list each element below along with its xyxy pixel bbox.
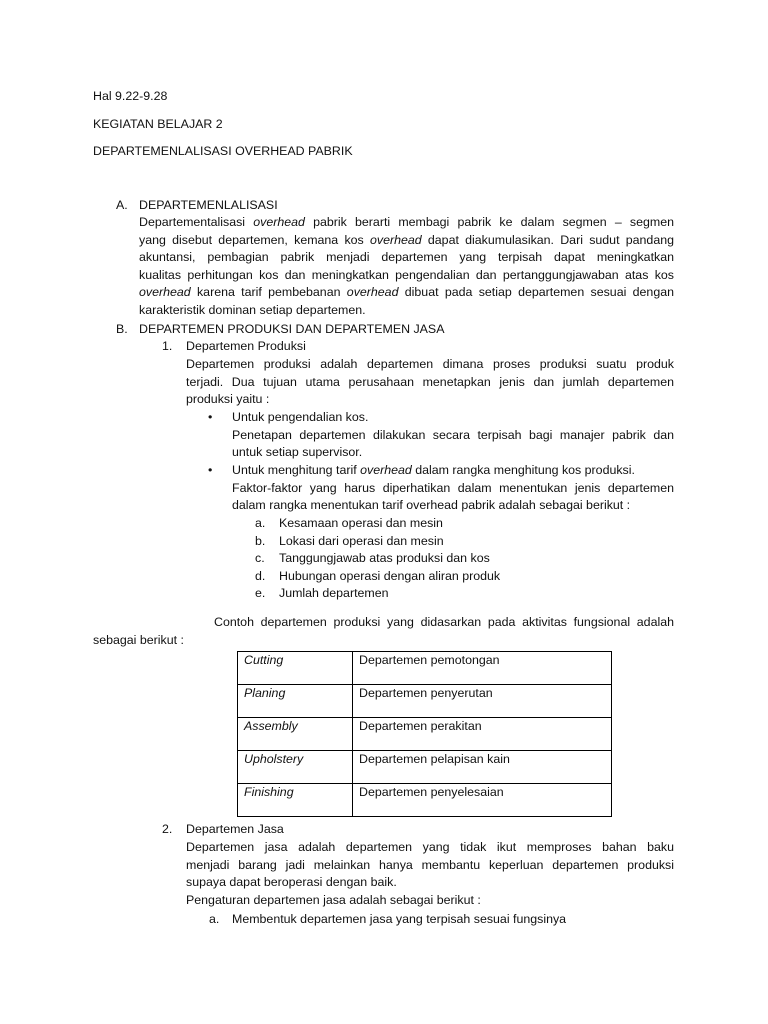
table-cell: Departemen perakitan <box>353 718 612 751</box>
list-item: Jumlah departemen <box>279 586 389 601</box>
list-item: Membentuk departemen jasa yang terpisah sesuai fungsinya <box>232 912 567 926</box>
table-cell: Departemen penyerutan <box>353 685 612 718</box>
section-b-heading: DEPARTEMEN PRODUKSI DAN DEPARTEMEN JASA <box>139 322 445 336</box>
table-cell: Finishing <box>238 784 353 817</box>
bullet-item-tarif-overhead: Untuk menghitung tarif overhead dalam rangka menghitung kos produksi. Faktor-faktor yang harus diperhatikan dalam menentukan jenis departemen dalam rangka menentukan tarif overhead pabrik adalah sebagai berikut : <box>232 463 674 513</box>
section-a-marker: A. <box>116 198 128 212</box>
subsection-1-marker: 1. <box>162 339 173 353</box>
subsection-2-heading: Departemen Jasa <box>186 822 284 836</box>
table-row <box>238 751 612 784</box>
bullet-marker: • <box>208 410 213 424</box>
table-row <box>238 685 612 718</box>
example-intro: Contoh departemen produksi yang didasarkan pada aktivitas fungsional adalah sebagai berikut : <box>93 615 674 647</box>
factor-list <box>279 515 500 603</box>
table-row <box>238 718 612 751</box>
document-title: DEPARTEMENLALISASI OVERHEAD PABRIK <box>93 144 353 158</box>
table-cell: Departemen penyelesaian <box>353 784 612 817</box>
department-table <box>237 651 612 817</box>
factor-markers: a. b. c. d. e. <box>255 516 266 601</box>
subsection-2-paragraph: Departemen jasa adalah departemen yang tidak ikut memproses bahan baku menjadi barang jadi melainkan hanya membantu keperluan departemen produksi supaya dapat beroperasi dengan baik. Pengaturan departemen jasa adalah sebagai berikut : <box>186 840 674 907</box>
subsection-1-paragraph: Departemen produksi adalah departemen dimana proses produksi suatu produk terjadi. Dua tujuan utama perusahaan menetapkan jenis dan jumlah departemen produksi yaitu : <box>186 357 674 407</box>
subsection-2-marker: 2. <box>162 822 173 836</box>
table-cell: Assembly <box>238 718 353 751</box>
table-cell: Upholstery <box>238 751 353 784</box>
list-item: Tanggungjawab atas produksi dan kos <box>279 551 490 566</box>
section-b-marker: B. <box>116 322 128 336</box>
table-row <box>238 784 612 817</box>
table-row <box>238 652 612 685</box>
bullet-item-pengendalian: Untuk pengendalian kos. Penetapan departemen dilakukan secara terpisah bagi manajer pabrik dan untuk setiap supervisor. <box>232 410 674 460</box>
list-item-marker: a. <box>209 912 220 926</box>
list-item: Lokasi dari operasi dan mesin <box>279 533 444 548</box>
table-cell: Planing <box>238 685 353 718</box>
table-cell: Cutting <box>238 652 353 685</box>
section-a-heading: DEPARTEMENLALISASI <box>139 198 278 212</box>
subsection-1-heading: Departemen Produksi <box>186 339 306 353</box>
table-cell: Departemen pelapisan kain <box>353 751 612 784</box>
list-item: Kesamaan operasi dan mesin <box>279 516 443 530</box>
list-item: Hubungan operasi dengan aliran produk <box>279 568 501 583</box>
page-reference: Hal 9.22-9.28 <box>93 89 168 103</box>
activity-title: KEGIATAN BELAJAR 2 <box>93 117 223 131</box>
bullet-marker: • <box>208 463 213 477</box>
table-cell: Departemen pemotongan <box>353 652 612 685</box>
section-a-paragraph: Departementalisasi overhead pabrik berarti membagi pabrik ke dalam segmen – segmen yang disebut departemen, kemana kos overhead dapat diakumulasikan. Dari sudut pandang akuntansi, pembagian pabrik menjadi departemen yang terpisah dapat meningkatkan kualitas perhitungan kos dan meningkatkan pengendalian dan pertanggungjawaban atas kos overhead karena tarif pembebanan overhead dibuat pada setiap departemen sesuai dengan karakteristik dominan setiap departemen. <box>139 215 674 317</box>
